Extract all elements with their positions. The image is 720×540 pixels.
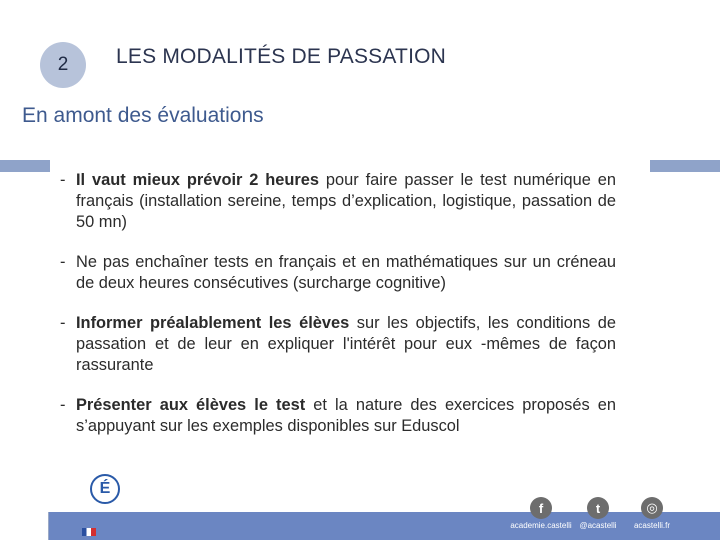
institution-logo xyxy=(62,472,132,538)
french-flag-icon xyxy=(82,528,96,536)
bullet-item: - Il vaut mieux prévoir 2 heures pour faire passer le test numérique en français (installation sereine, temps d’explication, logistique, passation de 50 mn) xyxy=(60,171,616,231)
twitter-icon: t xyxy=(587,497,609,519)
accent-bar-left xyxy=(0,160,50,172)
website-link[interactable] xyxy=(607,497,697,530)
footer-divider xyxy=(48,512,49,540)
section-number: 2 xyxy=(57,54,69,75)
bullet-bold: Il vaut mieux prévoir 2 heures xyxy=(76,171,320,189)
section-number-badge xyxy=(40,42,86,88)
accent-bar-right xyxy=(650,160,720,172)
website-handle: acastelli.fr xyxy=(633,521,670,530)
bullet-item: - Ne pas enchaîner tests en français et en mathématiques sur un créneau de deux heures consécutives (surcharge cognitive) xyxy=(60,253,616,292)
facebook-handle: academie.castelli xyxy=(510,521,572,530)
bullet-text: sur les objectifs, les conditions de passation et de leur en expliquer l'intérêt pour eux -mêmes de façon rassurante xyxy=(76,314,617,374)
bullet-bold: Présenter aux élèves le test xyxy=(76,396,306,414)
bullet-list xyxy=(60,170,616,456)
bullet-text: Ne pas enchaîner tests en français et en mathématiques sur un créneau de deux heures consécutives (surcharge cognitive) xyxy=(76,253,616,292)
bullet-text: pour faire passer le test numérique en français (installation sereine, temps d’explication, logistique, passation de 50 mn) xyxy=(76,171,616,231)
dribbble-icon: ◎ xyxy=(641,497,663,519)
twitter-handle: @acastelli xyxy=(579,521,617,530)
bullet-item: - Présenter aux élèves le test et la nature des exercices proposés en s’appuyant sur les exemples disponibles sur Eduscol xyxy=(60,396,617,435)
slide-subtitle: En amont des évaluations xyxy=(22,104,264,127)
bullet-text: et la nature des exercices proposés en s’appuyant sur les exemples disponibles sur Eduscol xyxy=(76,396,617,435)
slide-title: LES MODALITÉS DE PASSATION xyxy=(116,45,447,68)
bullet-bold: Informer préalablement les élèves xyxy=(76,314,350,332)
facebook-icon: f xyxy=(530,497,552,519)
bullet-item: - Informer préalablement les élèves sur les objectifs, les conditions de passation et de leur en expliquer l'intérêt pour eux -mêmes de façon rassurante xyxy=(60,314,617,374)
logo-e-icon: É xyxy=(90,474,120,504)
